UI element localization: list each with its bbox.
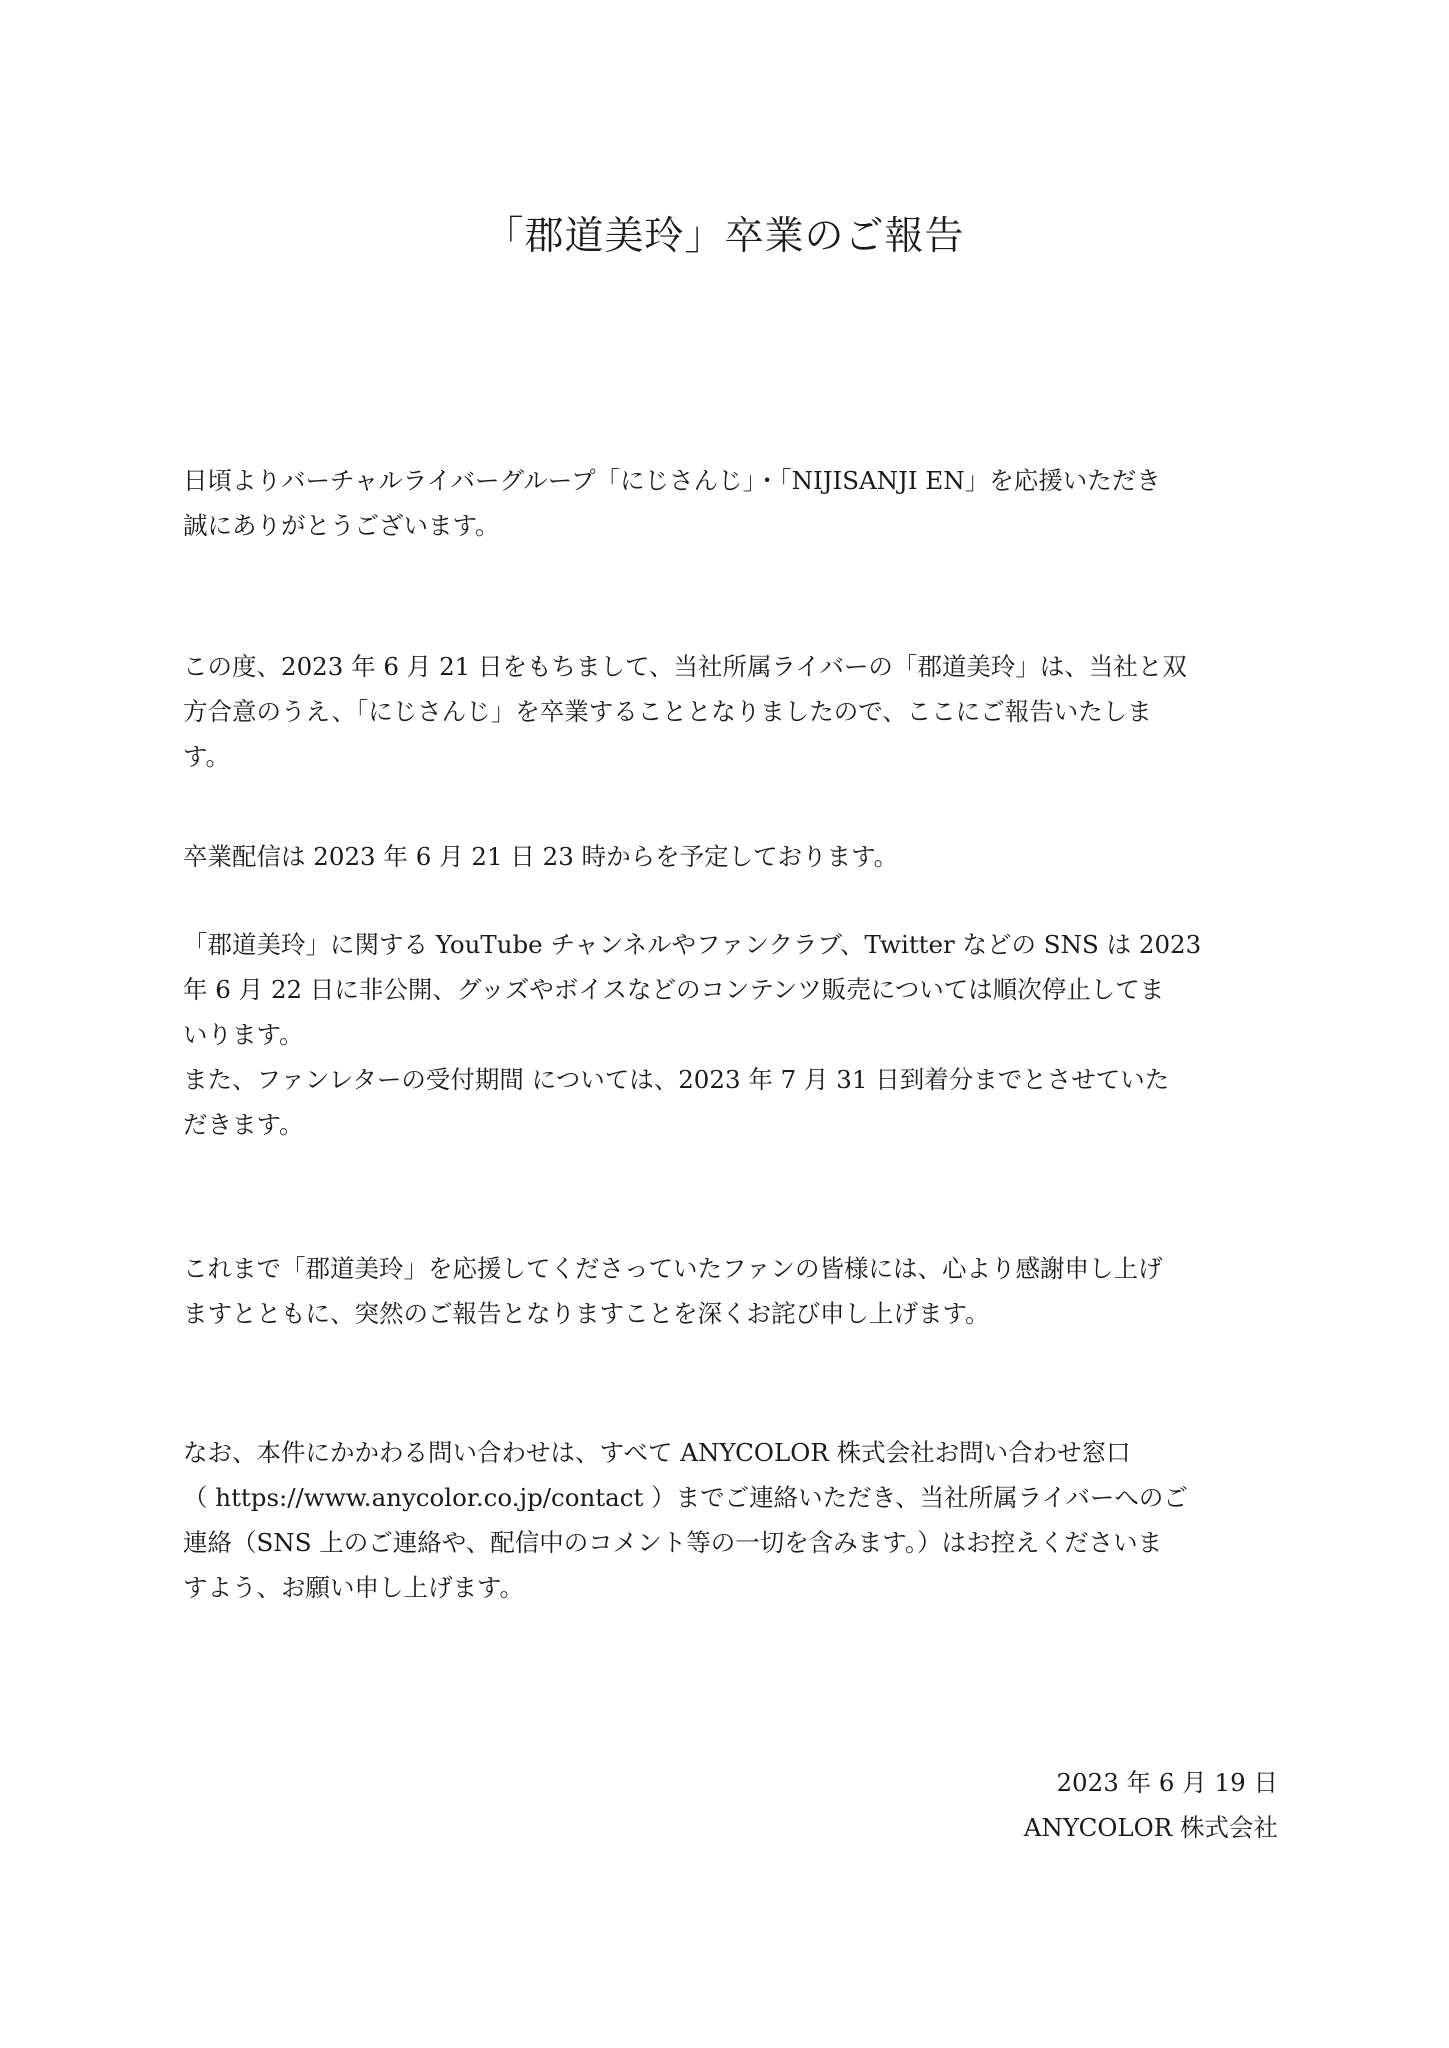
document-title: 「郡道美玲」卒業のご報告 bbox=[484, 214, 965, 259]
paragraph-sns-goods bbox=[183, 922, 1201, 1147]
paragraph-line: 方合意のうえ、「にじさんじ」を卒業することとなりましたので、ここにご報告いたしま bbox=[183, 697, 1152, 726]
signature-company: ANYCOLOR 株式会社 bbox=[1023, 1813, 1278, 1842]
paragraph-line: 連絡（SNS 上のご連絡や、配信中のコメント等の一切を含みます。）はお控えくださいま bbox=[183, 1528, 1163, 1557]
paragraph-line: す。 bbox=[183, 742, 231, 771]
paragraph-line: 年 6 月 22 日に非公開、グッズやボイスなどのコンテンツ販売については順次停止してま bbox=[183, 975, 1165, 1004]
paragraph-line: これまで「郡道美玲」を応援してくださっていたファンの皆様には、心より感謝申し上げ bbox=[183, 1254, 1163, 1283]
paragraph-line: 「郡道美玲」に関する YouTube チャンネルやファンクラブ、Twitter などの SNS は 2023 bbox=[183, 930, 1202, 959]
paragraph-line: 誠にありがとうございます。 bbox=[183, 511, 500, 540]
paragraph-announcement bbox=[183, 644, 1187, 779]
paragraph-greeting bbox=[183, 458, 1161, 548]
signature-block bbox=[1024, 1760, 1278, 1850]
paragraph-line: この度、2023 年 6 月 21 日をもちまして、当社所属ライバーの「郡道美玲」は、当社と双 bbox=[183, 652, 1187, 681]
paragraph-line: 日頃よりバーチャルライバーグループ「にじさんじ」・「NIJISANJI EN」を応援いただき bbox=[183, 466, 1161, 495]
paragraph-line: ますとともに、突然のご報告となりますことを深くお詫び申し上げます。 bbox=[183, 1299, 990, 1328]
paragraph-line: すよう、お願い申し上げます。 bbox=[183, 1573, 525, 1602]
paragraph-line: だきます。 bbox=[183, 1110, 304, 1139]
paragraph-line: （ https://www.anycolor.co.jp/contact ）までご連絡いただき、当社所属ライバーへのご bbox=[183, 1483, 1188, 1512]
paragraph-line: なお、本件にかかわる問い合わせは、すべて ANYCOLOR 株式会社お問い合わせ窓口 bbox=[183, 1438, 1131, 1467]
signature-date: 2023 年 6 月 19 日 bbox=[1056, 1768, 1278, 1797]
paragraph-thanks bbox=[183, 1246, 1163, 1336]
paragraph-line: また、ファンレターの受付期間 については、2023 年 7 月 31 日到着分までとさせていた bbox=[183, 1065, 1170, 1094]
paragraph-contact bbox=[183, 1430, 1188, 1610]
paragraph-graduation-stream bbox=[183, 834, 898, 879]
paragraph-line: 卒業配信は 2023 年 6 月 21 日 23 時からを予定しております。 bbox=[183, 842, 899, 871]
paragraph-line: いります。 bbox=[183, 1020, 304, 1049]
